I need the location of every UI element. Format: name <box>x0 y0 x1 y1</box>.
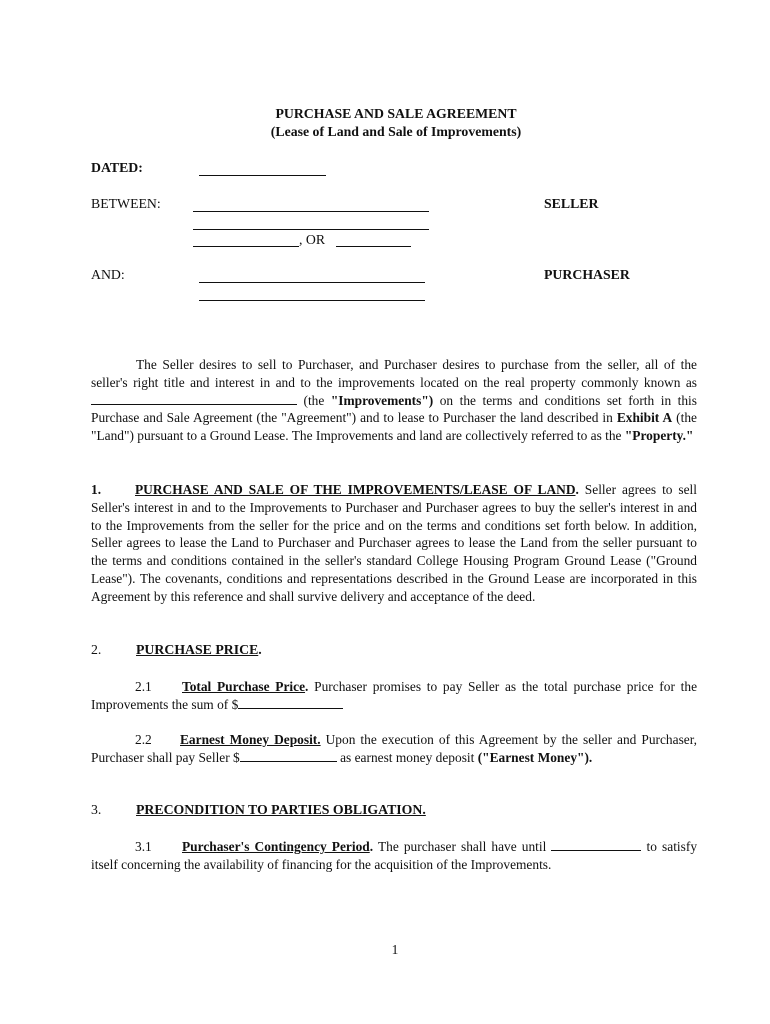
section-1-number: 1. <box>91 482 102 497</box>
property-address-blank <box>91 392 297 405</box>
between-label: BETWEEN: <box>91 196 161 211</box>
section-3-1-paragraph: 3.1 Purchaser's Contingency Period. The purchaser shall have until to satisfy itself concerning the availability of financing for the acquisition of the Improvements. <box>91 839 698 872</box>
section-3-1-heading: Purchaser's Contingency Period <box>182 839 370 854</box>
page-number: 1 <box>391 942 399 957</box>
document-subtitle: (Lease of Land and Sale of Improvements) <box>270 124 522 139</box>
purchase-price-blank <box>238 696 343 709</box>
contingency-date-blank <box>551 838 641 851</box>
section-2-number: 2. <box>91 642 102 657</box>
document-title: PURCHASE AND SALE AGREEMENT <box>275 106 517 121</box>
section-3-heading: PRECONDITION TO PARTIES OBLIGATION. <box>136 802 426 817</box>
section-2-2-paragraph: 2.2 Earnest Money Deposit. Upon the execution of this Agreement by the seller and Purchaser, Purchaser shall pay Seller $ as earnest money deposit ("Earnest Money"). <box>91 732 697 765</box>
purchaser-name-blank-1 <box>199 282 425 283</box>
section-1-paragraph: 1. PURCHASE AND SALE OF THE IMPROVEMENTS/LEASE OF LAND. Seller agrees to sell Seller's interest in and to the Improvements to Purchaser and Purchaser agrees to buy the seller's interest in and to the Improvements from the seller for the price and on the terms and conditions set forth below. In addition, Seller agrees to lease the Land to Purchaser and Purchaser agrees to lease the Land from the seller pursuant to the terms and conditions contained in the seller's standard College Housing Program Ground Lease ("Ground Lease"). The covenants, conditions and representations described in the Ground Lease are incorporated in this Agreement by this reference and shall survive delivery and acceptance of the deed. <box>91 482 698 604</box>
section-2-heading-wrap: PURCHASE PRICE. <box>136 642 262 657</box>
section-3-number: 3. <box>91 802 102 817</box>
section-3-heading-wrap <box>136 802 426 818</box>
earnest-money-blank <box>240 749 337 762</box>
purchaser-name-blank-2 <box>199 300 425 301</box>
section-2-1-heading: Total Purchase Price <box>182 679 306 694</box>
dated-label: DATED: <box>91 160 143 175</box>
seller-name-blank-1 <box>193 211 429 212</box>
seller-name-blank-2 <box>193 229 429 230</box>
and-label: AND: <box>91 267 125 282</box>
seller-alt-blank <box>336 246 411 247</box>
seller-label: SELLER <box>544 196 599 211</box>
section-2-heading: PURCHASE PRICE <box>136 642 259 657</box>
section-1-body: Seller agrees to sell Seller's interest in and to the Improvements to Purchaser and Purchaser agrees to buy the seller's interest in and to the Improvements from the seller for the price and on the terms and conditions set forth below. In addition, Seller agrees to lease the Land to Purchaser and Purchaser agrees to lease the Land from the seller pursuant to the terms and conditions contained in the seller's standard College Housing Program Ground Lease ("Ground Lease"). The covenants, conditions and representations described in the Ground Lease are incorporated in this Agreement by this reference and shall survive delivery and acceptance of the deed. <box>91 482 698 604</box>
dated-blank <box>199 175 326 176</box>
intro-paragraph: The Seller desires to sell to Purchaser, and Purchaser desires to purchase from the seller, all of the seller's right title and interest in and to the improvements located on the real property commonly known as (the "Improvements") on the terms and conditions set forth in this Purchase and Sale Agreement (the "Agreement") and to lease to Purchaser the land described in Exhibit A (the "Land") pursuant to a Ground Lease. The Improvements and land are collectively referred to as the "Property." <box>91 357 697 444</box>
section-2-1-paragraph: 2.1 Total Purchase Price. Purchaser promises to pay Seller as the total purchase price for the Improvements the sum of $ <box>91 679 698 712</box>
seller-name-blank-3 <box>193 246 299 247</box>
or-text: , OR <box>299 232 326 247</box>
section-1-heading: PURCHASE AND SALE OF THE IMPROVEMENTS/LEASE OF LAND <box>135 482 576 497</box>
purchaser-label: PURCHASER <box>544 267 630 282</box>
section-2-2-heading: Earnest Money Deposit. <box>180 732 321 747</box>
